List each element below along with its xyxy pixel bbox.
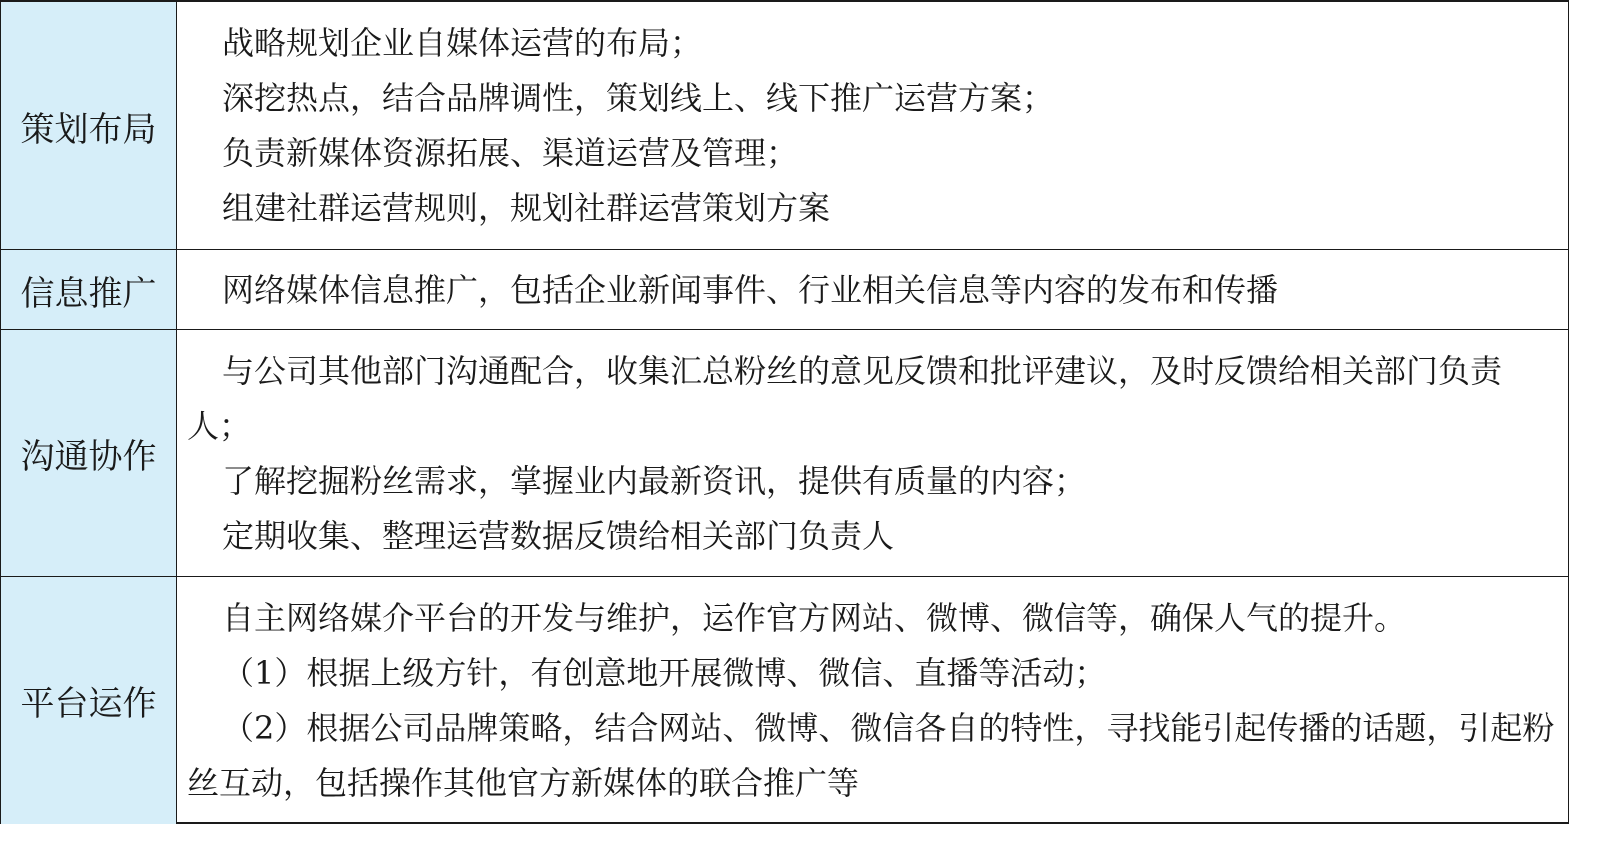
row-label-cell: [1, 2, 177, 250]
row-label-cell: [1, 577, 177, 824]
row-label-cell: [1, 250, 177, 330]
content-line: 定期收集、整理运营数据反馈给相关部门负责人: [222, 516, 895, 555]
content-line: 网络媒体信息推广，包括企业新闻事件、行业相关信息等内容的发布和传播: [222, 270, 1279, 309]
table-row: [1, 2, 1568, 250]
row-content-cell: [177, 330, 1568, 577]
row-label-cell: [1, 330, 177, 577]
content-line: 自主网络媒介平台的开发与维护，运作官方网站、微博、微信等，确保人气的提升。: [222, 598, 1407, 637]
table-row: [1, 250, 1568, 330]
row-content-cell: [177, 250, 1568, 330]
content-line: 负责新媒体资源拓展、渠道运营及管理；: [222, 134, 799, 172]
content-line: 组建社群运营规则，规划社群运营策划方案: [222, 189, 831, 227]
row-content-cell: [177, 2, 1568, 250]
content-line: 与公司其他部门沟通配合，收集汇总粉丝的意见反馈和批评建议，及时反馈给相关部门负责人；: [187, 351, 1503, 445]
content-line: 了解挖掘粉丝需求，掌握业内最新资讯，提供有质量的内容；: [222, 461, 1087, 500]
table-row: [1, 330, 1568, 577]
row-label: 策划布局: [20, 109, 157, 150]
content-line: （2）根据公司品牌策略，结合网站、微博、微信各自的特性，寻找能引起传播的话题，引起粉丝互动，包括操作其他官方新媒体的联合推广等: [187, 708, 1555, 802]
content-line: （1）根据上级方针，有创意地开展微博、微信、直播等活动；: [222, 653, 1107, 692]
table-row: [1, 577, 1568, 824]
row-label: 平台运作: [20, 684, 157, 724]
content-line: 深挖热点，结合品牌调性，策划线上、线下推广运营方案；: [222, 79, 1055, 117]
row-content-cell: [177, 577, 1568, 824]
row-label: 信息推广: [20, 273, 157, 314]
row-label: 沟通协作: [20, 437, 157, 477]
content-line: 战略规划企业自媒体运营的布局；: [222, 24, 703, 62]
